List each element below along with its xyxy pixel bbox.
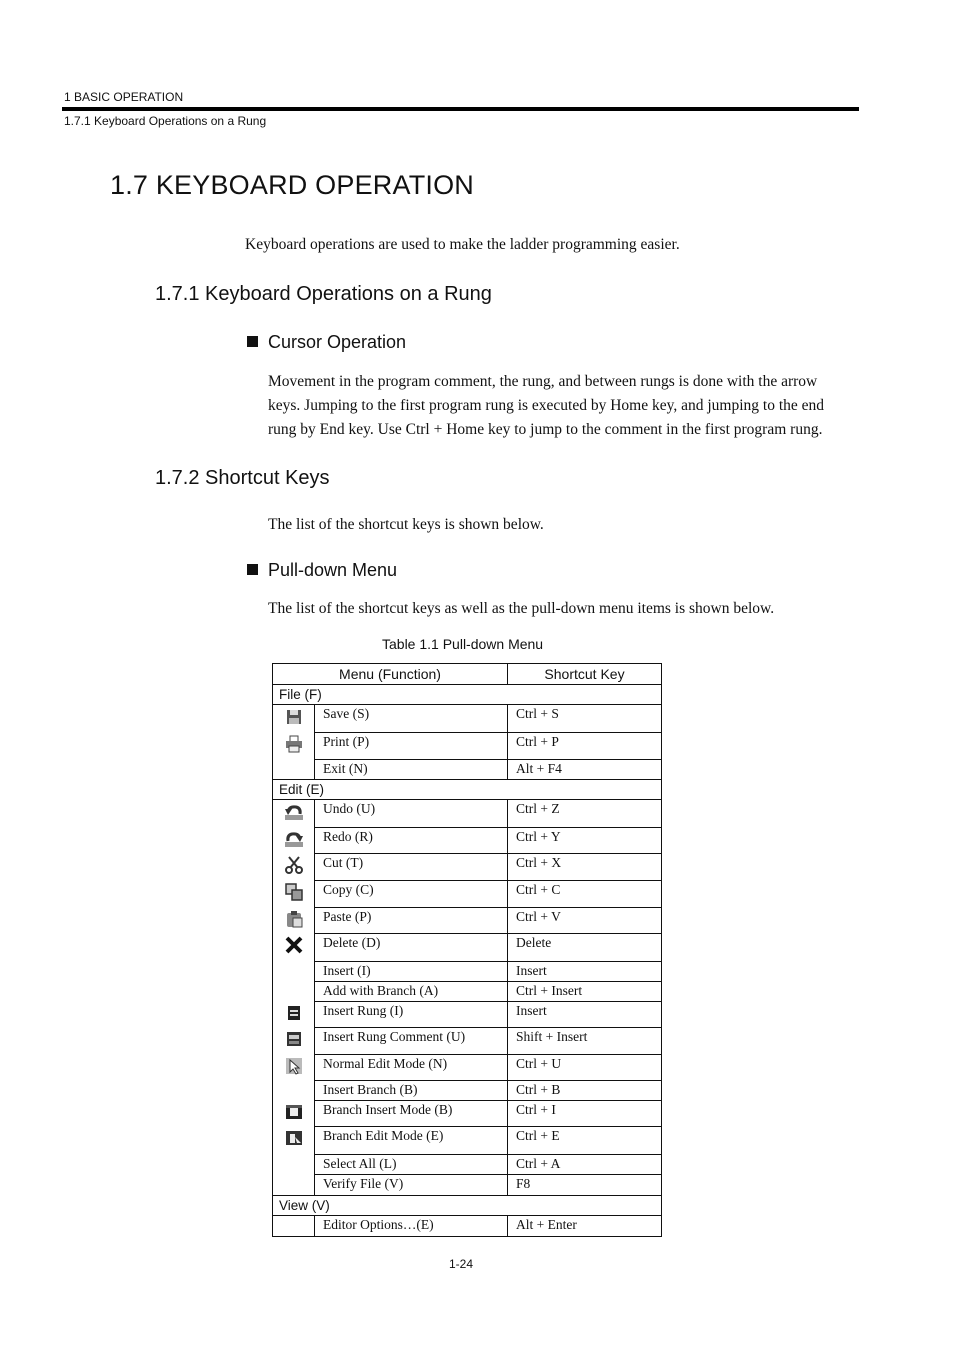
paste-icon bbox=[285, 910, 303, 928]
table-row bbox=[273, 907, 662, 933]
header-menu-function: Menu (Function) bbox=[273, 664, 508, 685]
table-caption: Table 1.1 Pull-down Menu bbox=[382, 636, 544, 652]
redo-icon bbox=[285, 830, 303, 848]
delete-icon bbox=[285, 936, 303, 954]
running-header-section: 1.7.1 Keyboard Operations on a Rung bbox=[64, 114, 267, 128]
icon-cell bbox=[273, 1100, 315, 1126]
shortcut-key-cell: Ctrl + E bbox=[508, 1126, 662, 1154]
table-row bbox=[273, 1154, 662, 1174]
table-row bbox=[273, 1126, 662, 1154]
menu-function-cell: Redo (R) bbox=[315, 827, 508, 853]
menu-function-cell: Exit (N) bbox=[315, 759, 508, 780]
menu-function-cell: Insert Branch (B) bbox=[315, 1080, 508, 1100]
menu-function-cell: Editor Options…(E) bbox=[315, 1216, 508, 1237]
shortcut-key-cell: Alt + F4 bbox=[508, 759, 662, 780]
table-row bbox=[273, 1080, 662, 1100]
table-row bbox=[273, 853, 662, 880]
icon-cell bbox=[273, 1126, 315, 1154]
menu-function-cell: Branch Insert Mode (B) bbox=[315, 1100, 508, 1126]
table-row bbox=[273, 1027, 662, 1054]
print-icon bbox=[285, 735, 303, 753]
shortcut-key-cell: Ctrl + P bbox=[508, 732, 662, 759]
save-icon bbox=[285, 708, 303, 726]
undo-icon bbox=[285, 803, 303, 821]
icon-cell bbox=[273, 1154, 315, 1174]
section-heading-172: 1.7.2 Shortcut Keys bbox=[155, 467, 330, 489]
icon-cell bbox=[273, 933, 315, 961]
icon-cell bbox=[273, 1216, 315, 1237]
group-label: File (F) bbox=[273, 685, 662, 705]
shortcut-key-cell: Ctrl + C bbox=[508, 880, 662, 907]
group-label: View (V) bbox=[273, 1196, 662, 1216]
icon-cell bbox=[273, 1174, 315, 1196]
shortcut-key-cell: F8 bbox=[508, 1174, 662, 1196]
menu-function-cell: Print (P) bbox=[315, 732, 508, 759]
icon-cell bbox=[273, 1080, 315, 1100]
menu-function-cell: Delete (D) bbox=[315, 933, 508, 961]
menu-function-cell: Verify File (V) bbox=[315, 1174, 508, 1196]
menu-function-cell: Insert Rung Comment (U) bbox=[315, 1027, 508, 1054]
table-row bbox=[273, 1054, 662, 1080]
menu-function-cell: Cut (T) bbox=[315, 853, 508, 880]
group-row bbox=[273, 685, 662, 705]
menu-function-cell: Select All (L) bbox=[315, 1154, 508, 1174]
icon-cell bbox=[273, 880, 315, 907]
subheading-pull-down-label: Pull-down Menu bbox=[268, 560, 398, 580]
menu-function-cell: Normal Edit Mode (N) bbox=[315, 1054, 508, 1080]
shortcut-key-cell: Ctrl + A bbox=[508, 1154, 662, 1174]
shortcut-key-cell: Ctrl + I bbox=[508, 1100, 662, 1126]
table-body bbox=[273, 685, 662, 1237]
table-row bbox=[273, 1100, 662, 1126]
shortcut-key-cell: Shift + Insert bbox=[508, 1027, 662, 1054]
table-row bbox=[273, 1001, 662, 1027]
shortcut-key-cell: Ctrl + Insert bbox=[508, 981, 662, 1001]
bullet-square-icon bbox=[247, 564, 258, 575]
table-row bbox=[273, 705, 662, 733]
shortcut-key-cell: Ctrl + X bbox=[508, 853, 662, 880]
shortcut-key-cell: Ctrl + B bbox=[508, 1080, 662, 1100]
table-row bbox=[273, 759, 662, 780]
page-title: 1.7 KEYBOARD OPERATION bbox=[110, 170, 474, 200]
icon-cell bbox=[273, 759, 315, 780]
shortcut-key-cell: Ctrl + S bbox=[508, 705, 662, 733]
section-heading-171: 1.7.1 Keyboard Operations on a Rung bbox=[155, 283, 492, 305]
shortcut-table bbox=[272, 663, 662, 1237]
menu-function-cell: Undo (U) bbox=[315, 800, 508, 828]
branch-edit-mode-icon bbox=[285, 1129, 303, 1147]
menu-function-cell: Save (S) bbox=[315, 705, 508, 733]
table-row bbox=[273, 880, 662, 907]
icon-cell bbox=[273, 732, 315, 759]
table-row bbox=[273, 961, 662, 981]
group-label: Edit (E) bbox=[273, 780, 662, 800]
icon-cell bbox=[273, 961, 315, 981]
shortcut-key-cell: Insert bbox=[508, 961, 662, 981]
table-header-row bbox=[273, 664, 662, 685]
shortcut-key-cell: Ctrl + Z bbox=[508, 800, 662, 828]
icon-cell bbox=[273, 981, 315, 1001]
subheading-cursor-label: Cursor Operation bbox=[268, 332, 407, 352]
shortcut-keys-paragraph: The list of the shortcut keys is shown below. bbox=[268, 516, 544, 533]
group-row bbox=[273, 1196, 662, 1216]
icon-cell bbox=[273, 907, 315, 933]
table-row bbox=[273, 1174, 662, 1196]
table-row bbox=[273, 800, 662, 828]
icon-cell bbox=[273, 853, 315, 880]
subheading-pull-down-menu bbox=[247, 560, 397, 581]
bullet-square-icon bbox=[247, 336, 258, 347]
header-shortcut-key: Shortcut Key bbox=[508, 664, 662, 685]
shortcut-key-cell: Ctrl + U bbox=[508, 1054, 662, 1080]
table-row bbox=[273, 732, 662, 759]
insert-rung-icon bbox=[285, 1004, 303, 1022]
menu-function-cell: Copy (C) bbox=[315, 880, 508, 907]
table-row bbox=[273, 981, 662, 1001]
pull-down-paragraph: The list of the shortcut keys as well as the pull-down menu items is shown below. bbox=[268, 600, 775, 617]
subheading-cursor-operation bbox=[247, 332, 406, 353]
shortcut-key-cell: Ctrl + Y bbox=[508, 827, 662, 853]
table-row bbox=[273, 827, 662, 853]
icon-cell bbox=[273, 1054, 315, 1080]
menu-function-cell: Insert Rung (I) bbox=[315, 1001, 508, 1027]
header-rule bbox=[62, 107, 859, 111]
icon-cell bbox=[273, 1001, 315, 1027]
shortcut-key-cell: Delete bbox=[508, 933, 662, 961]
normal-edit-mode-icon bbox=[285, 1057, 303, 1075]
icon-cell bbox=[273, 800, 315, 828]
table-row bbox=[273, 933, 662, 961]
group-row bbox=[273, 780, 662, 800]
shortcut-key-cell: Insert bbox=[508, 1001, 662, 1027]
menu-function-cell: Insert (I) bbox=[315, 961, 508, 981]
intro-paragraph: Keyboard operations are used to make the ladder programming easier. bbox=[245, 236, 680, 253]
menu-function-cell: Add with Branch (A) bbox=[315, 981, 508, 1001]
page-number: 1-24 bbox=[449, 1257, 474, 1271]
insert-rung-comment-icon bbox=[285, 1030, 303, 1048]
shortcut-key-cell: Alt + Enter bbox=[508, 1216, 662, 1237]
branch-insert-mode-icon bbox=[285, 1103, 303, 1121]
copy-icon bbox=[285, 883, 303, 901]
shortcut-key-cell: Ctrl + V bbox=[508, 907, 662, 933]
table-row bbox=[273, 1216, 662, 1237]
menu-function-cell: Paste (P) bbox=[315, 907, 508, 933]
cursor-operation-paragraph: Movement in the program comment, the rung, and between rungs is done with the arrow keys. Jumping to the first program rung is executed by Home key, and jumping to the end rung by End key. Use Ctrl + Home key to jump to the comment in the first program rung. bbox=[268, 373, 825, 438]
icon-cell bbox=[273, 705, 315, 733]
icon-cell bbox=[273, 827, 315, 853]
icon-cell bbox=[273, 1027, 315, 1054]
cut-icon bbox=[285, 856, 303, 874]
menu-function-cell: Branch Edit Mode (E) bbox=[315, 1126, 508, 1154]
running-header-chapter: 1 BASIC OPERATION bbox=[64, 90, 184, 104]
